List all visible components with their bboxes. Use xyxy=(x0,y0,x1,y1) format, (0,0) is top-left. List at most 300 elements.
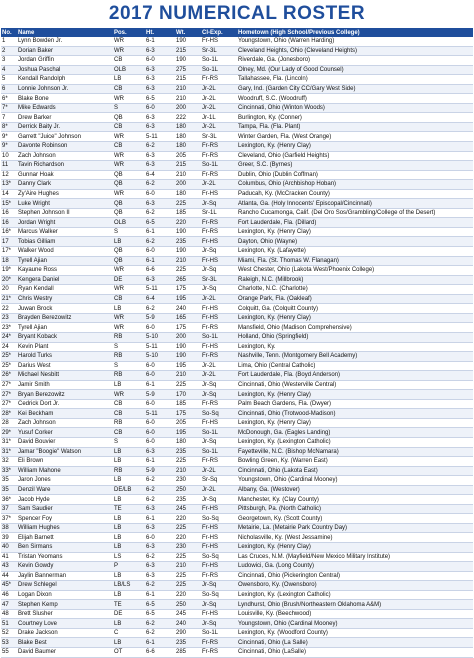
cell-number: 9* xyxy=(1,132,17,142)
cell-name: Mike Edwards xyxy=(17,103,113,113)
cell-height: 6-0 xyxy=(145,418,175,428)
cell-position: RB xyxy=(113,371,145,381)
cell-position: QB xyxy=(113,113,145,123)
cell-height: 6-6 xyxy=(145,266,175,276)
cell-class-experience: Fr-RS xyxy=(201,142,237,152)
cell-number: 24* xyxy=(1,332,17,342)
cell-class-experience: Sr-3L xyxy=(201,132,237,142)
table-row xyxy=(1,103,473,113)
cell-name: Jamir Smith xyxy=(17,380,113,390)
cell-weight: 265 xyxy=(175,275,201,285)
cell-hometown: Owensboro, Ky. (Owensboro) xyxy=(237,581,473,591)
cell-name: Tristan Yeomans xyxy=(17,552,113,562)
cell-hometown: Colquitt, Ga. (Colquitt County) xyxy=(237,304,473,314)
cell-name: Garrett "Juice" Johnson xyxy=(17,132,113,142)
cell-position: CB xyxy=(113,84,145,94)
cell-number: 33* xyxy=(1,466,17,476)
cell-hometown: Albany, Ga. (Westover) xyxy=(237,485,473,495)
cell-number: 16 xyxy=(1,208,17,218)
cell-position: LB xyxy=(113,457,145,467)
cell-height: 6-2 xyxy=(145,628,175,638)
cell-class-experience: Jr-Sq xyxy=(201,390,237,400)
cell-class-experience: Jr-Sq xyxy=(201,266,237,276)
cell-weight: 180 xyxy=(175,189,201,199)
cell-weight: 215 xyxy=(175,46,201,56)
cell-number: 41 xyxy=(1,552,17,562)
cell-weight: 220 xyxy=(175,514,201,524)
cell-name: Chris Westry xyxy=(17,294,113,304)
cell-hometown: Holland, Ohio (Springfield) xyxy=(237,332,473,342)
cell-height: 6-3 xyxy=(145,199,175,209)
cell-name: Derrick Baity Jr. xyxy=(17,122,113,132)
cell-weight: 230 xyxy=(175,542,201,552)
cell-number: 26* xyxy=(1,371,17,381)
cell-position: LB/LS xyxy=(113,581,145,591)
cell-weight: 240 xyxy=(175,304,201,314)
cell-weight: 190 xyxy=(175,37,201,46)
cell-number: 27* xyxy=(1,390,17,400)
cell-name: Elijah Barnett xyxy=(17,533,113,543)
cell-number: 55 xyxy=(1,648,17,658)
table-row xyxy=(1,56,473,66)
table-row xyxy=(1,352,473,362)
table-row xyxy=(1,208,473,218)
cell-hometown: Georgetown, Ky. (Scott County) xyxy=(237,514,473,524)
cell-number: 8* xyxy=(1,122,17,132)
cell-number: 6* xyxy=(1,94,17,104)
table-row xyxy=(1,600,473,610)
cell-name: Jaylin Bannerman xyxy=(17,571,113,581)
table-row xyxy=(1,37,473,46)
cell-number: 37 xyxy=(1,504,17,514)
cell-class-experience: Fr-HS xyxy=(201,533,237,543)
table-row xyxy=(1,237,473,247)
cell-position: LB xyxy=(113,304,145,314)
cell-class-experience: So-1L xyxy=(201,161,237,171)
roster-table xyxy=(1,28,473,658)
cell-position: LB xyxy=(113,571,145,581)
cell-position: WR xyxy=(113,46,145,56)
cell-name: Kevin Plant xyxy=(17,342,113,352)
cell-class-experience: Fr-HS xyxy=(201,256,237,266)
cell-weight: 185 xyxy=(175,399,201,409)
cell-class-experience: Jr-2L xyxy=(201,180,237,190)
cell-weight: 235 xyxy=(175,495,201,505)
cell-weight: 175 xyxy=(175,323,201,333)
cell-height: 5-9 xyxy=(145,466,175,476)
cell-position: LB xyxy=(113,514,145,524)
cell-height: 6-0 xyxy=(145,56,175,66)
cell-height: 6-5 xyxy=(145,94,175,104)
cell-number: 37* xyxy=(1,514,17,524)
table-row xyxy=(1,428,473,438)
cell-weight: 170 xyxy=(175,390,201,400)
cell-height: 5-11 xyxy=(145,342,175,352)
cell-number: 31* xyxy=(1,447,17,457)
cell-hometown: McDonough, Ga. (Eagles Landing) xyxy=(237,428,473,438)
cell-position: DE xyxy=(113,609,145,619)
cell-weight: 220 xyxy=(175,533,201,543)
cell-weight: 205 xyxy=(175,151,201,161)
table-row xyxy=(1,485,473,495)
cell-number: 13* xyxy=(1,180,17,190)
cell-class-experience: Fr-RS xyxy=(201,457,237,467)
cell-weight: 185 xyxy=(175,208,201,218)
table-row xyxy=(1,581,473,591)
cell-number: 40 xyxy=(1,542,17,552)
cell-hometown: Cincinnati, Ohio (Trotwood-Madison) xyxy=(237,409,473,419)
cell-name: Darius West xyxy=(17,361,113,371)
table-row xyxy=(1,457,473,467)
cell-name: Denzil Ware xyxy=(17,485,113,495)
cell-name: Blake Bone xyxy=(17,94,113,104)
table-row xyxy=(1,65,473,75)
cell-height: 6-0 xyxy=(145,361,175,371)
cell-height: 6-2 xyxy=(145,142,175,152)
cell-height: 6-3 xyxy=(145,161,175,171)
cell-name: David Baumer xyxy=(17,648,113,658)
cell-hometown: Lexington, Ky. (Henry Clay) xyxy=(237,313,473,323)
cell-class-experience: Jr-2L xyxy=(201,361,237,371)
cell-name: Blake Best xyxy=(17,638,113,648)
cell-hometown: Bowling Green, Ky. (Warren East) xyxy=(237,457,473,467)
cell-weight: 210 xyxy=(175,94,201,104)
cell-height: 5-11 xyxy=(145,409,175,419)
cell-weight: 190 xyxy=(175,247,201,257)
cell-height: 6-1 xyxy=(145,638,175,648)
cell-position: RB xyxy=(113,466,145,476)
cell-weight: 195 xyxy=(175,428,201,438)
cell-hometown: Riverdale, Ga. (Jonesboro) xyxy=(237,56,473,66)
cell-hometown: Cincinnati, Ohio (Westerville Central) xyxy=(237,380,473,390)
cell-height: 6-0 xyxy=(145,371,175,381)
cell-hometown: Burlington, Ky. (Conner) xyxy=(237,113,473,123)
cell-height: 6-2 xyxy=(145,237,175,247)
cell-name: Kei Beckham xyxy=(17,409,113,419)
cell-height: 6-4 xyxy=(145,294,175,304)
cell-number: 27* xyxy=(1,399,17,409)
cell-name: Danny Clark xyxy=(17,180,113,190)
cell-weight: 195 xyxy=(175,294,201,304)
cell-number: 16* xyxy=(1,227,17,237)
cell-weight: 225 xyxy=(175,457,201,467)
cell-class-experience: Jr-Sq xyxy=(201,247,237,257)
cell-name: Drake Jackson xyxy=(17,628,113,638)
table-row xyxy=(1,294,473,304)
cell-number: 16 xyxy=(1,218,17,228)
cell-number: 11 xyxy=(1,161,17,171)
cell-hometown: Rancho Cucamonga, Calif. (Del Oro Sos/Grambling/College of the Desert) xyxy=(237,208,473,218)
table-row xyxy=(1,84,473,94)
cell-class-experience: Sr-1L xyxy=(201,208,237,218)
table-row xyxy=(1,122,473,132)
cell-class-experience: Fr-RS xyxy=(201,352,237,362)
cell-position: LB xyxy=(113,476,145,486)
cell-height: 5-10 xyxy=(145,352,175,362)
cell-class-experience: Fr-RS xyxy=(201,638,237,648)
table-row xyxy=(1,380,473,390)
cell-height: 6-3 xyxy=(145,571,175,581)
cell-position: TE xyxy=(113,504,145,514)
cell-name: Harold Turks xyxy=(17,352,113,362)
table-row xyxy=(1,247,473,257)
cell-height: 6-3 xyxy=(145,84,175,94)
cell-height: 6-3 xyxy=(145,65,175,75)
cell-class-experience: Fr-HS xyxy=(201,342,237,352)
cell-weight: 180 xyxy=(175,122,201,132)
cell-class-experience: Jr-2L xyxy=(201,84,237,94)
cell-number: 25* xyxy=(1,361,17,371)
cell-number: 52 xyxy=(1,628,17,638)
cell-number: 35 xyxy=(1,476,17,486)
cell-class-experience: Fr-RS xyxy=(201,151,237,161)
cell-number: 27* xyxy=(1,380,17,390)
cell-class-experience: Fr-RS xyxy=(201,323,237,333)
cell-position: WR xyxy=(113,132,145,142)
cell-name: Ben Sirmans xyxy=(17,542,113,552)
table-row xyxy=(1,142,473,152)
cell-position: CB xyxy=(113,294,145,304)
cell-class-experience: Jr-Sq xyxy=(201,581,237,591)
cell-height: 6-1 xyxy=(145,590,175,600)
table-row xyxy=(1,189,473,199)
cell-hometown: Dublin, Ohio (Dublin Coffman) xyxy=(237,170,473,180)
cell-number: 12 xyxy=(1,170,17,180)
cell-position: WR xyxy=(113,161,145,171)
table-row xyxy=(1,332,473,342)
cell-height: 6-1 xyxy=(145,380,175,390)
cell-weight: 215 xyxy=(175,75,201,85)
cell-class-experience: So-1L xyxy=(201,332,237,342)
cell-number: 14 xyxy=(1,189,17,199)
cell-class-experience: Jr-1L xyxy=(201,113,237,123)
cell-hometown: Lexington, Ky. (Henry Clay) xyxy=(237,227,473,237)
cell-number: 2 xyxy=(1,46,17,56)
cell-name: William Mahone xyxy=(17,466,113,476)
cell-name: Drew Schlegel xyxy=(17,581,113,591)
cell-hometown: Las Cruces, N.M. (Mayfield/New Mexico Military Institute) xyxy=(237,552,473,562)
cell-position: CB xyxy=(113,409,145,419)
table-row xyxy=(1,371,473,381)
cell-hometown: Cleveland, Ohio (Garfield Heights) xyxy=(237,151,473,161)
column-header-class-experience: Cl-Exp. xyxy=(201,28,237,37)
cell-class-experience: Jr-2L xyxy=(201,371,237,381)
cell-height: 6-3 xyxy=(145,113,175,123)
cell-weight: 245 xyxy=(175,504,201,514)
table-row xyxy=(1,619,473,629)
cell-class-experience: Fr-RS xyxy=(201,399,237,409)
cell-weight: 210 xyxy=(175,256,201,266)
cell-class-experience: Fr-RS xyxy=(201,218,237,228)
cell-position: WR xyxy=(113,323,145,333)
cell-number: 25* xyxy=(1,352,17,362)
cell-weight: 190 xyxy=(175,56,201,66)
cell-class-experience: So-Sq xyxy=(201,590,237,600)
cell-weight: 200 xyxy=(175,103,201,113)
cell-position: LB xyxy=(113,590,145,600)
cell-position: S xyxy=(113,437,145,447)
cell-hometown: Tampa, Fla. (Fla. Plant) xyxy=(237,122,473,132)
cell-position: OLB xyxy=(113,218,145,228)
cell-name: Bryan Berezowitz xyxy=(17,390,113,400)
cell-name: Juwan Brock xyxy=(17,304,113,314)
table-row xyxy=(1,418,473,428)
cell-height: 6-2 xyxy=(145,485,175,495)
cell-weight: 245 xyxy=(175,609,201,619)
cell-height: 5-11 xyxy=(145,285,175,295)
cell-height: 6-3 xyxy=(145,542,175,552)
cell-position: RB xyxy=(113,352,145,362)
cell-class-experience: So-Sq xyxy=(201,514,237,524)
table-row xyxy=(1,180,473,190)
table-row xyxy=(1,46,473,56)
cell-weight: 235 xyxy=(175,447,201,457)
cell-name: Lonnie Johnson Jr. xyxy=(17,84,113,94)
cell-weight: 210 xyxy=(175,371,201,381)
cell-class-experience: Fr-RS xyxy=(201,75,237,85)
cell-name: Dorian Baker xyxy=(17,46,113,56)
cell-height: 6-2 xyxy=(145,304,175,314)
table-row xyxy=(1,227,473,237)
cell-number: 20* xyxy=(1,275,17,285)
column-header-name: Name xyxy=(17,28,113,37)
cell-name: Logan Dixon xyxy=(17,590,113,600)
table-row xyxy=(1,390,473,400)
cell-class-experience: Sr-3L xyxy=(201,275,237,285)
cell-class-experience: Jr-Sq xyxy=(201,600,237,610)
cell-number: 35 xyxy=(1,485,17,495)
cell-hometown: Charlotte, N.C. (Charlotte) xyxy=(237,285,473,295)
cell-hometown: Lexington, Ky. (Henry Clay) xyxy=(237,542,473,552)
cell-position: LB xyxy=(113,380,145,390)
cell-position: WR xyxy=(113,37,145,46)
cell-hometown: Raleigh, N.C. (Millbrook) xyxy=(237,275,473,285)
cell-hometown: Lexington, Ky. (Lafayette) xyxy=(237,247,473,257)
cell-weight: 210 xyxy=(175,170,201,180)
cell-number: 51 xyxy=(1,619,17,629)
cell-name: Zach Johnson xyxy=(17,418,113,428)
cell-number: 9* xyxy=(1,142,17,152)
cell-class-experience: Jr-2L xyxy=(201,103,237,113)
table-row xyxy=(1,504,473,514)
cell-height: 6-3 xyxy=(145,151,175,161)
cell-class-experience: Fr-HS xyxy=(201,313,237,323)
cell-weight: 230 xyxy=(175,476,201,486)
cell-hometown: Dayton, Ohio (Wayne) xyxy=(237,237,473,247)
cell-hometown: Fayetteville, N.C. (Bishop McNamara) xyxy=(237,447,473,457)
cell-number: 47 xyxy=(1,600,17,610)
table-row xyxy=(1,218,473,228)
cell-number: 22 xyxy=(1,304,17,314)
cell-name: Drew Barker xyxy=(17,113,113,123)
cell-name: David Bouvier xyxy=(17,437,113,447)
cell-class-experience: Jr-2L xyxy=(201,485,237,495)
cell-number: 4 xyxy=(1,65,17,75)
cell-position: WR xyxy=(113,285,145,295)
cell-name: Zach Johnson xyxy=(17,151,113,161)
cell-class-experience: So-1L xyxy=(201,447,237,457)
table-row xyxy=(1,447,473,457)
cell-height: 6-5 xyxy=(145,600,175,610)
cell-name: Bryant Koback xyxy=(17,332,113,342)
cell-name: Tyrell Ajian xyxy=(17,323,113,333)
cell-height: 6-3 xyxy=(145,275,175,285)
cell-name: Spencer Foy xyxy=(17,514,113,524)
cell-hometown: Greer, S.C. (Byrnes) xyxy=(237,161,473,171)
cell-hometown: Fort Lauderdale, Fla. (Dillard) xyxy=(237,218,473,228)
cell-position: LB xyxy=(113,237,145,247)
cell-class-experience: Fr-HS xyxy=(201,504,237,514)
cell-number: 10 xyxy=(1,151,17,161)
cell-name: Kevin Gowdy xyxy=(17,562,113,572)
cell-name: Kayaune Ross xyxy=(17,266,113,276)
cell-weight: 225 xyxy=(175,199,201,209)
cell-position: LB xyxy=(113,495,145,505)
cell-name: Jacob Hyde xyxy=(17,495,113,505)
cell-hometown: Youngstown, Ohio (Cardinal Mooney) xyxy=(237,619,473,629)
cell-number: 38 xyxy=(1,523,17,533)
cell-hometown: Youngstown, Ohio (Cardinal Mooney) xyxy=(237,476,473,486)
cell-name: Sam Saudier xyxy=(17,504,113,514)
cell-hometown: Lexington, Ky. (Lexington Catholic) xyxy=(237,590,473,600)
table-row xyxy=(1,342,473,352)
cell-position: WR xyxy=(113,151,145,161)
cell-position: LB xyxy=(113,542,145,552)
cell-position: OT xyxy=(113,648,145,658)
cell-number: 36* xyxy=(1,495,17,505)
cell-height: 6-3 xyxy=(145,122,175,132)
cell-name: Tobias Gilliam xyxy=(17,237,113,247)
table-row xyxy=(1,313,473,323)
cell-name: Ryan Kendall xyxy=(17,285,113,295)
table-row xyxy=(1,94,473,104)
table-row xyxy=(1,571,473,581)
table-row xyxy=(1,648,473,658)
cell-class-experience: Fr-HS xyxy=(201,418,237,428)
cell-weight: 180 xyxy=(175,437,201,447)
cell-name: Courtney Love xyxy=(17,619,113,629)
cell-name: Zy'Aire Hughes xyxy=(17,189,113,199)
cell-position: OLB xyxy=(113,65,145,75)
column-header-position: Pos. xyxy=(113,28,145,37)
cell-class-experience: Jr-Sq xyxy=(201,285,237,295)
cell-height: 6-1 xyxy=(145,514,175,524)
cell-number: 7 xyxy=(1,113,17,123)
cell-position: LB xyxy=(113,638,145,648)
cell-number: 46 xyxy=(1,590,17,600)
cell-position: S xyxy=(113,227,145,237)
cell-hometown: Pittsburgh, Pa. (North Catholic) xyxy=(237,504,473,514)
cell-name: Kendall Randolph xyxy=(17,75,113,85)
cell-hometown: Manchester, Ky. (Clay County) xyxy=(237,495,473,505)
cell-name: Stephen Kemp xyxy=(17,600,113,610)
cell-number: 21* xyxy=(1,294,17,304)
cell-name: Brayden Berezowitz xyxy=(17,313,113,323)
cell-number: 28 xyxy=(1,418,17,428)
cell-weight: 225 xyxy=(175,266,201,276)
cell-height: 6-3 xyxy=(145,562,175,572)
cell-weight: 240 xyxy=(175,619,201,629)
cell-height: 6-0 xyxy=(145,247,175,257)
cell-number: 5 xyxy=(1,75,17,85)
cell-hometown: Cincinnati, Ohio (Winton Woods) xyxy=(237,103,473,113)
cell-position: S xyxy=(113,361,145,371)
cell-hometown: Orange Park, Fla. (Oakleaf) xyxy=(237,294,473,304)
cell-position: QB xyxy=(113,208,145,218)
cell-number: 7* xyxy=(1,103,17,113)
cell-position: WR xyxy=(113,94,145,104)
cell-position: WR xyxy=(113,390,145,400)
